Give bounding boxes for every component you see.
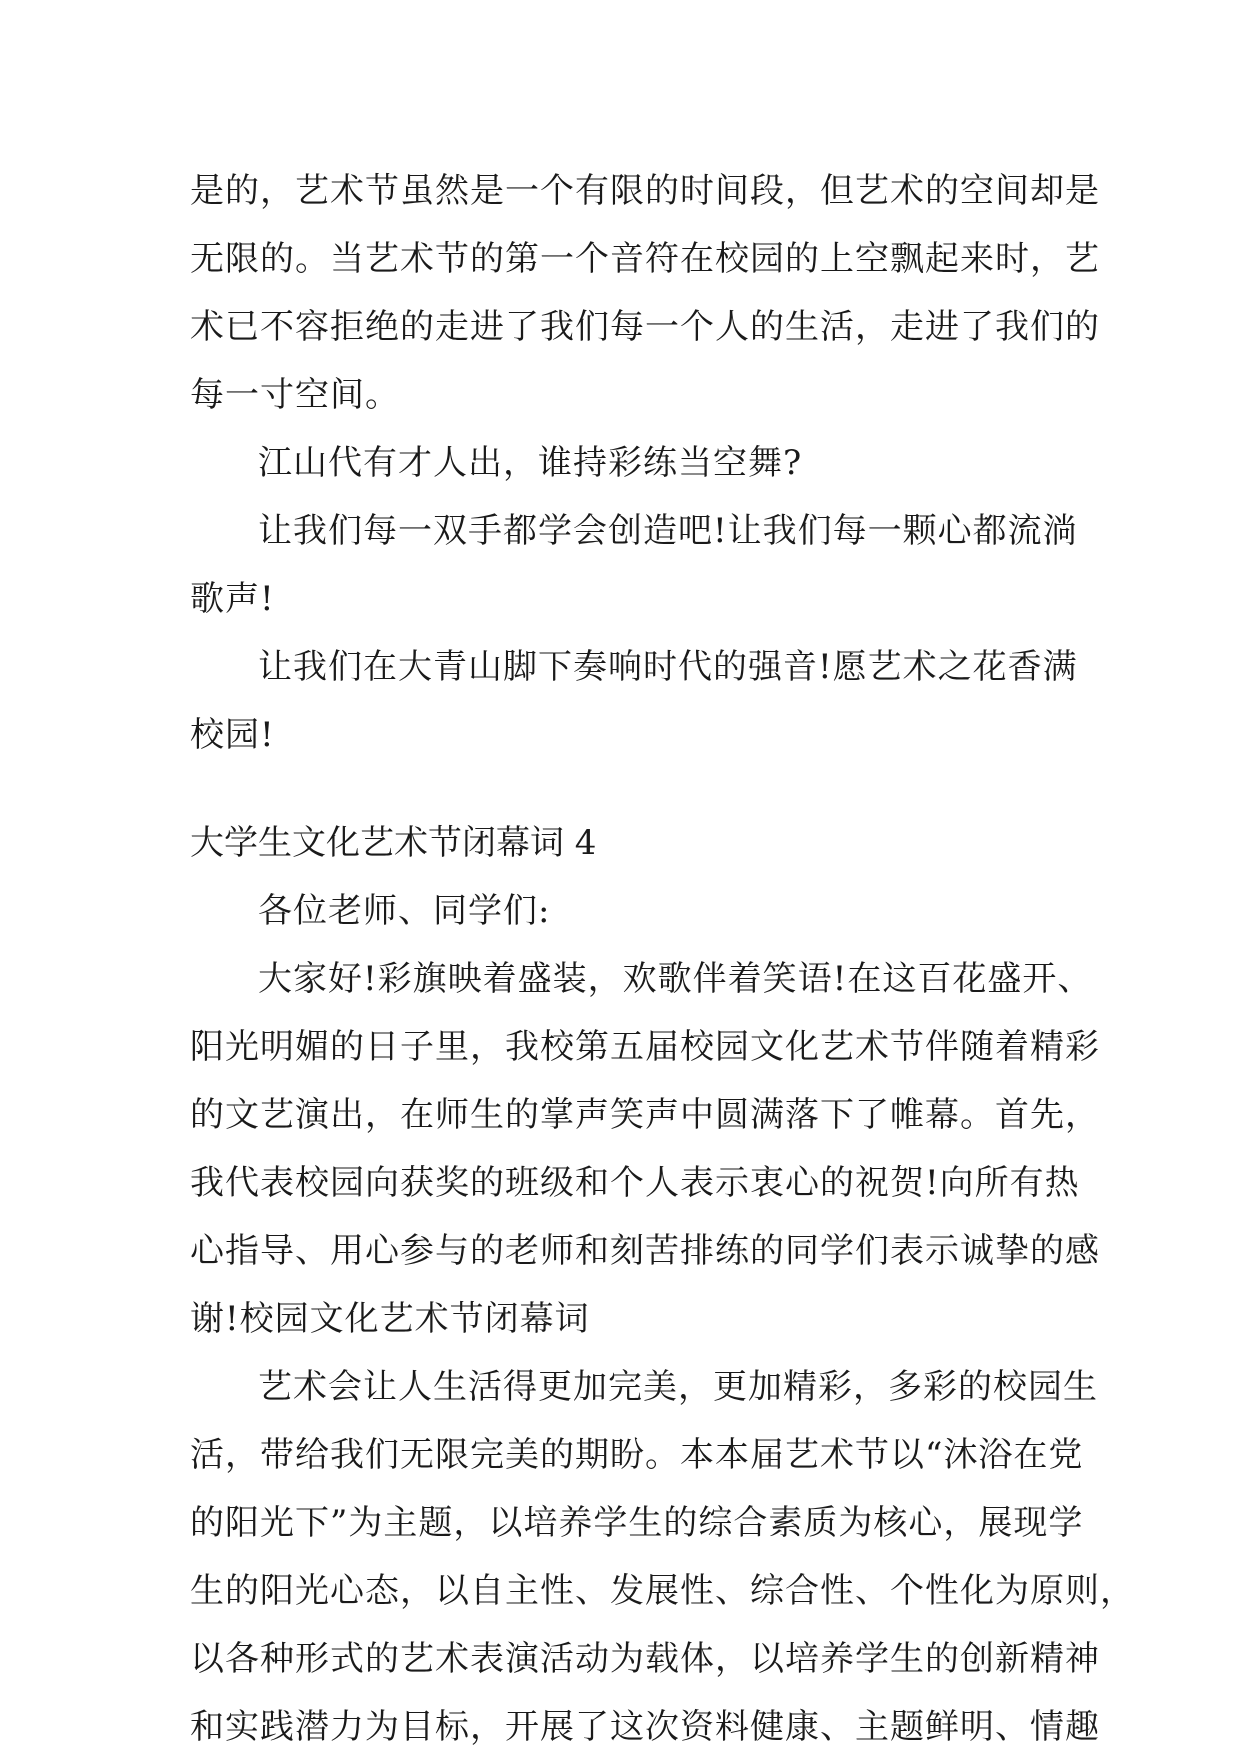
section-1 (190, 157, 1100, 769)
document-page (190, 157, 1135, 1761)
text-line: 让我们在大青山脚下奏响时代的强音!愿艺术之花香满 (258, 647, 1078, 687)
section-gap (190, 769, 1050, 809)
text-line: 每一寸空间。 (190, 375, 400, 415)
paragraph (190, 157, 1100, 429)
text-line: 各位老师、同学们: (258, 891, 551, 931)
text-line: 是的，艺术节虽然是一个有限的时间段，但艺术的空间却是 (190, 171, 1100, 211)
text-line: 生的阳光心态，以自主性、发展性、综合性、个性化为原则， (190, 1571, 1135, 1611)
text-line: 艺术会让人生活得更加完美，更加精彩，多彩的校园生 (258, 1367, 1098, 1407)
text-line: 歌声! (190, 579, 275, 619)
paragraph (190, 633, 1078, 769)
paragraph (190, 497, 1078, 633)
text-line: 和实践潜力为目标，开展了这次资料健康、主题鲜明、情趣 (190, 1707, 1100, 1747)
text-line: 谢!校园文化艺术节闭幕词 (190, 1299, 590, 1339)
text-line: 江山代有才人出，谁持彩练当空舞? (258, 443, 803, 483)
text-line: 阳光明媚的日子里，我校第五届校园文化艺术节伴随着精彩 (190, 1027, 1100, 1067)
text-line: 活，带给我们无限完美的期盼。本本届艺术节以“沐浴在党 (190, 1435, 1084, 1475)
text-line: 大家好!彩旗映着盛装，欢歌伴着笑语!在这百花盛开、 (258, 959, 1093, 999)
paragraph (190, 1353, 1135, 1761)
text-line: 校园! (190, 715, 275, 755)
section-2 (190, 809, 1135, 1761)
text-line: 以各种形式的艺术表演活动为载体，以培养学生的创新精神 (190, 1639, 1100, 1679)
text-line: 无限的。当艺术节的第一个音符在校园的上空飘起来时，艺 (190, 239, 1100, 279)
text-line: 心指导、用心参与的老师和刻苦排练的同学们表示诚挚的感 (190, 1231, 1100, 1271)
paragraph (190, 429, 1050, 497)
text-line: 让我们每一双手都学会创造吧!让我们每一颗心都流淌 (258, 511, 1078, 551)
paragraph (190, 877, 1050, 945)
text-line: 术已不容拒绝的走进了我们每一个人的生活，走进了我们的 (190, 307, 1100, 347)
text-line: 的文艺演出，在师生的掌声笑声中圆满落下了帷幕。首先， (190, 1095, 1100, 1135)
text-line: 的阳光下”为主题，以培养学生的综合素质为核心，展现学 (190, 1503, 1084, 1543)
text-line: 我代表校园向获奖的班级和个人表示衷心的祝贺!向所有热 (190, 1163, 1080, 1203)
section-title: 大学生文化艺术节闭幕词 4 (190, 823, 597, 863)
paragraph (190, 945, 1100, 1353)
